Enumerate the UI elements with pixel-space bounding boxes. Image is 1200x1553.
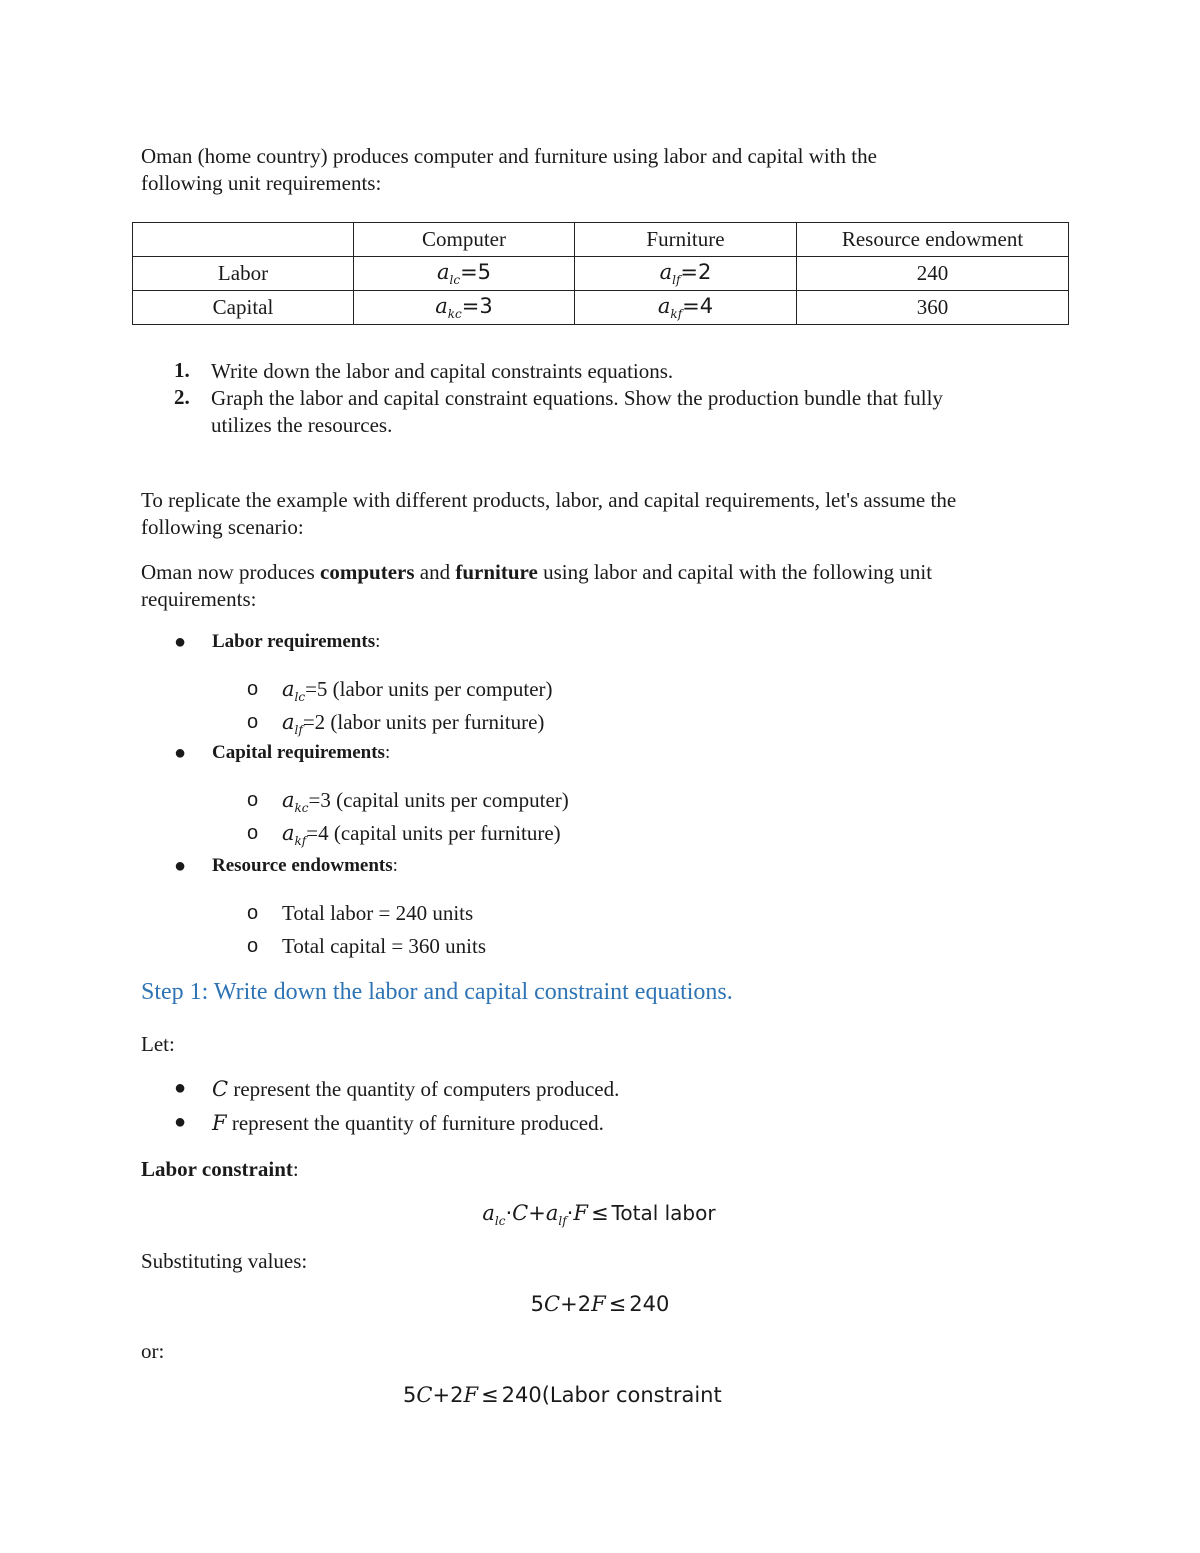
- bullet-title-text: Resource endowments: [212, 855, 393, 876]
- eq-operator: ⋅: [505, 1201, 513, 1225]
- coef-symbol: a: [282, 677, 295, 701]
- bullet-title: [212, 855, 398, 877]
- eq-operator: ⋅: [566, 1201, 574, 1225]
- question-number: 1.: [174, 358, 190, 382]
- table-header-cell: Resource endowment: [797, 223, 1069, 257]
- labor-constraint-label: [141, 1156, 299, 1183]
- eq-coefficient: 2: [577, 1292, 592, 1316]
- coef-value: =4: [682, 293, 714, 318]
- eq-symbol: a: [482, 1201, 495, 1225]
- bullet-title: [212, 742, 390, 764]
- bullet-icon: ●: [174, 742, 187, 764]
- list-item-text: =3 (capital units per computer): [308, 788, 569, 812]
- bold-term: computers: [320, 560, 415, 584]
- bullet-title-suffix: :: [375, 631, 381, 652]
- list-item-text: =4 (capital units per furniture): [306, 821, 561, 845]
- bullet-title: [212, 631, 380, 653]
- eq-operator: ≤: [481, 1383, 499, 1407]
- bullet-title-suffix: :: [392, 855, 398, 876]
- question-number: 2.: [174, 385, 190, 409]
- labor-constraint-title: Labor constraint: [141, 1157, 293, 1181]
- bullet-icon: ●: [174, 1077, 187, 1099]
- table-cell: 240: [797, 257, 1069, 291]
- coef-subscript: kf: [294, 834, 307, 849]
- row-label: Labor: [133, 257, 354, 291]
- equation-labor-substituted: [0, 1291, 1200, 1318]
- coef-symbol: a: [659, 259, 673, 284]
- table-row: [133, 291, 1069, 325]
- intro-line-1: Oman (home country) produces computer and furniture using labor and capital with the: [141, 144, 877, 168]
- scenario-line-2: following scenario:: [141, 515, 304, 539]
- eq-variable: C: [416, 1383, 433, 1407]
- bullet-icon: ●: [174, 855, 187, 877]
- eq-coefficient: 5: [530, 1292, 545, 1316]
- coef-value: =5: [460, 259, 492, 284]
- bullet-icon: ●: [174, 631, 187, 653]
- bullet-title-text: Capital requirements: [212, 742, 385, 763]
- let-label: Let:: [141, 1032, 175, 1056]
- requirements-table: [132, 222, 1069, 325]
- table-header-cell: Computer: [354, 223, 575, 257]
- eq-variable: C: [512, 1201, 529, 1225]
- coef-symbol: a: [282, 821, 295, 845]
- let-item-text: represent the quantity of computers produced.: [228, 1077, 620, 1101]
- coef-value: =3: [461, 293, 493, 318]
- list-item: [282, 709, 544, 744]
- row-label: Capital: [133, 291, 354, 325]
- eq-coefficient: 2: [450, 1383, 464, 1407]
- eq-variable: C: [544, 1292, 561, 1316]
- eq-subscript: lf: [558, 1214, 567, 1229]
- eq-subscript: lc: [494, 1214, 506, 1229]
- coef-value: =2: [680, 259, 712, 284]
- coef-symbol: a: [282, 710, 295, 734]
- list-item-text: =2 (labor units per furniture): [302, 710, 545, 734]
- coef-subscript: kf: [670, 307, 683, 322]
- question-text: Graph the labor and capital constraint equations. Show the production bundle that fully: [211, 386, 943, 410]
- question-text: Write down the labor and capital constraints equations.: [211, 359, 674, 383]
- table-row: [133, 257, 1069, 291]
- table-cell: [575, 291, 797, 325]
- circle-bullet-icon: o: [247, 935, 259, 957]
- let-item: [212, 1076, 619, 1103]
- eq-rhs: 240(Labor constraint: [501, 1383, 722, 1407]
- equation-labor-general: [0, 1200, 1200, 1235]
- labor-constraint-colon: :: [292, 1157, 299, 1181]
- list-item: [282, 820, 561, 855]
- eq-variable: F: [591, 1292, 606, 1316]
- table-header-cell: Furniture: [575, 223, 797, 257]
- eq-variable: F: [573, 1201, 588, 1225]
- or-label: or:: [141, 1339, 165, 1363]
- eq-coefficient: 5: [403, 1383, 417, 1407]
- eq-operator: +: [432, 1383, 451, 1407]
- coef-subscript: lc: [449, 273, 461, 288]
- bullet-title-suffix: :: [384, 742, 391, 763]
- bold-term: furniture: [455, 560, 538, 584]
- table-cell: [354, 257, 575, 291]
- coef-subscript: kc: [447, 307, 462, 322]
- table-header-cell: [133, 223, 354, 257]
- scenario-line-1: To replicate the example with different products, labor, and capital requirements, let's assume the: [141, 488, 957, 512]
- intro-line-2: following unit requirements:: [141, 171, 382, 195]
- circle-bullet-icon: o: [247, 711, 259, 733]
- text-run: and: [414, 560, 456, 584]
- list-item: [282, 787, 569, 822]
- coef-symbol: a: [657, 293, 671, 318]
- eq-operator: +: [528, 1201, 546, 1225]
- circle-bullet-icon: o: [247, 822, 259, 844]
- text-run: using labor and capital with the following unit: [537, 560, 933, 584]
- equation-labor-final: [403, 1382, 722, 1409]
- circle-bullet-icon: o: [247, 678, 259, 700]
- eq-operator: +: [560, 1292, 578, 1316]
- list-item: Total capital = 360 units: [282, 934, 487, 958]
- step-1-heading: Step 1: Write down the labor and capital constraint equations.: [141, 979, 733, 1005]
- text-run: Oman now produces: [141, 560, 321, 584]
- table-cell: [354, 291, 575, 325]
- question-text-cont: utilizes the resources.: [211, 413, 393, 437]
- substituting-label: Substituting values:: [141, 1249, 308, 1273]
- eq-rhs: Total labor: [611, 1201, 716, 1225]
- table-cell: [575, 257, 797, 291]
- let-item-text: represent the quantity of furniture produced.: [226, 1111, 604, 1135]
- coef-symbol: a: [435, 293, 448, 318]
- table-cell: 360: [797, 291, 1069, 325]
- variable-symbol: F: [212, 1111, 227, 1135]
- eq-symbol: a: [545, 1201, 559, 1225]
- scenario-paragraph-2: [141, 559, 932, 586]
- eq-operator: ≤: [590, 1201, 609, 1225]
- circle-bullet-icon: o: [247, 789, 259, 811]
- coef-symbol: a: [282, 788, 295, 812]
- bullet-title-text: Labor requirements: [212, 631, 376, 652]
- eq-rhs: 240: [629, 1292, 670, 1316]
- let-item: [212, 1110, 604, 1137]
- eq-variable: F: [463, 1383, 479, 1407]
- coef-subscript: lf: [294, 723, 303, 738]
- variable-symbol: C: [212, 1077, 229, 1101]
- list-item-text: =5 (labor units per computer): [305, 677, 553, 701]
- table-header-row: [133, 223, 1069, 257]
- eq-operator: ≤: [608, 1292, 627, 1316]
- coef-subscript: lf: [672, 273, 681, 288]
- bullet-icon: ●: [174, 1111, 187, 1133]
- circle-bullet-icon: o: [247, 902, 259, 924]
- coef-subscript: lc: [294, 690, 306, 705]
- scenario-paragraph-2-cont: requirements:: [141, 587, 257, 611]
- list-item: Total labor = 240 units: [282, 901, 474, 925]
- list-item: [282, 676, 553, 711]
- coef-symbol: a: [436, 259, 450, 284]
- coef-subscript: kc: [294, 801, 309, 816]
